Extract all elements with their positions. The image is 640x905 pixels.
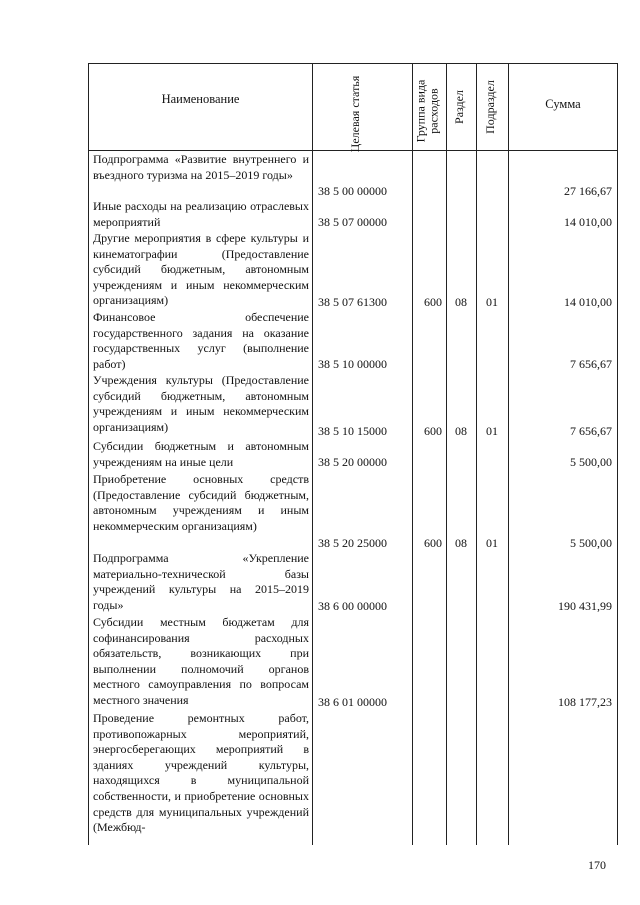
row-code: 38 5 10 00000 xyxy=(318,357,387,371)
row-name: Учреждения культуры (Предоставление субсидий бюджетным, автономным учреждениям и иным некоммерческим организациям) xyxy=(93,373,309,434)
col-border-left xyxy=(88,63,89,845)
row-amount: 5 500,00 xyxy=(570,536,612,550)
row-amount: 7 656,67 xyxy=(570,424,612,438)
row-code: 38 6 01 00000 xyxy=(318,695,387,709)
row-amount: 5 500,00 xyxy=(570,455,612,469)
row-amount: 108 177,23 xyxy=(558,695,612,709)
row-amount: 27 166,67 xyxy=(564,184,612,198)
row-name: Проведение ремонтных работ, противопожарных мероприятий, энергосберегающих мероприятий в зданиях учреждений культуры, находящихся в муниципальной собственности, и приобретение основных средств для муниципальных учреждений (Межбюд- xyxy=(93,711,309,835)
header-sum: Сумма xyxy=(545,97,581,111)
row-name: Финансовое обеспечение государственного задания на оказание государственных услуг (выполнение работ) xyxy=(93,310,309,371)
row-code: 38 5 07 61300 xyxy=(318,295,387,309)
row-group: 600 xyxy=(424,295,442,309)
row-name: Субсидии бюджетным и автономным учреждениям на иные цели xyxy=(93,439,309,469)
row-section: 08 xyxy=(455,424,467,438)
row-subsection: 01 xyxy=(486,295,498,309)
row-amount: 14 010,00 xyxy=(564,295,612,309)
row-amount: 7 656,67 xyxy=(570,357,612,371)
col-border-right xyxy=(617,63,618,845)
row-code: 38 5 07 00000 xyxy=(318,215,387,229)
page-number: 170 xyxy=(588,858,606,872)
row-amount: 14 010,00 xyxy=(564,215,612,229)
col-border-group xyxy=(446,63,447,845)
row-name: Подпрограмма «Развитие внутреннего и въездного туризма на 2015–2019 годы» xyxy=(93,152,309,182)
header-section: Раздел xyxy=(452,90,466,124)
header-group: Группа вида расходов xyxy=(413,79,441,143)
row-amount: 190 431,99 xyxy=(558,599,612,613)
row-group: 600 xyxy=(424,536,442,550)
row-name: Субсидии местным бюджетам для софинансирования расходных обязательств, возникающих при выполнении полномочий органов местного самоуправления по вопросам местного значения xyxy=(93,615,309,707)
row-name: Другие мероприятия в сфере культуры и кинематографии (Предоставление субсидий бюджетным, автономным учреждениям и иным некоммерческим организациям) xyxy=(93,231,309,308)
col-border-name xyxy=(312,63,313,845)
row-name: Подпрограмма «Укрепление материально-технической базы учреждений культуры на 2015–2019 годы» xyxy=(93,551,309,612)
row-code: 38 5 20 25000 xyxy=(318,536,387,550)
row-section: 08 xyxy=(455,295,467,309)
header-target: Целевая статья xyxy=(348,75,362,153)
row-code: 38 5 20 00000 xyxy=(318,455,387,469)
row-section: 08 xyxy=(455,536,467,550)
row-subsection: 01 xyxy=(486,424,498,438)
row-code: 38 5 00 00000 xyxy=(318,184,387,198)
row-code: 38 5 10 15000 xyxy=(318,424,387,438)
col-border-target xyxy=(412,63,413,845)
col-border-section xyxy=(476,63,477,845)
header-name: Наименование xyxy=(161,92,240,106)
header-subsection: Подраздел xyxy=(483,80,497,134)
row-code: 38 6 00 00000 xyxy=(318,599,387,613)
row-subsection: 01 xyxy=(486,536,498,550)
row-name: Приобретение основных средств (Предоставление субсидий бюджетным, автономным учреждениям и иным некоммерческим организациям) xyxy=(93,472,309,533)
col-border-subsection xyxy=(508,63,509,845)
row-name: Иные расходы на реализацию отраслевых мероприятий xyxy=(93,199,309,229)
row-group: 600 xyxy=(424,424,442,438)
